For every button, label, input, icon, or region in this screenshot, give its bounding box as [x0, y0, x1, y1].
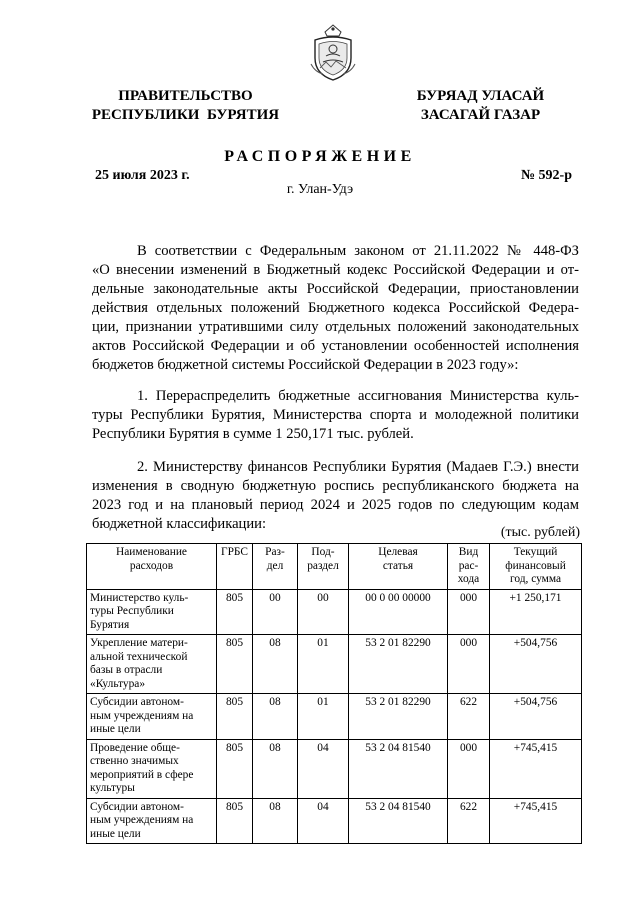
table-header-row [87, 544, 582, 590]
header-text: Раз- [265, 546, 285, 558]
cell-summa: +504,756 [490, 694, 582, 740]
cell-text: Бурятия [90, 618, 130, 631]
cell-grbs: 805 [217, 694, 253, 740]
document-title: РАСПОРЯЖЕНИЕ [224, 148, 416, 165]
header-text: Текущий [513, 546, 558, 558]
cell-summa: +745,415 [490, 798, 582, 844]
header-right-line1: БУРЯАД УЛАСАЙ [416, 88, 545, 104]
cell-text: ным учреждениям на [90, 814, 194, 826]
cell-summa: +745,415 [490, 739, 582, 798]
text-line: действия отдельных положений Бюджетного кодекса Российской Федера- [92, 300, 579, 316]
government-name-russian [88, 87, 283, 125]
cell-text: базы в отрасли [90, 664, 163, 676]
header-text: дел [266, 559, 284, 572]
header-text: хода [457, 573, 480, 585]
text-line: 2023 год и на плановый период 2024 и 2025 годов по следующим кодам [92, 497, 579, 513]
cell-text: мероприятий в сфере [90, 768, 194, 781]
header-vid [448, 544, 490, 590]
cell-vid: 622 [448, 694, 490, 740]
header-left-line1: ПРАВИТЕЛЬСТВО [118, 88, 253, 104]
cell-text: «Культура» [90, 677, 146, 690]
cell-name [87, 798, 217, 844]
cell-grbs: 805 [217, 739, 253, 798]
text-line: В соответствии с Федеральным законом от 21.11.2022 № 448-ФЗ [137, 243, 579, 259]
cell-grbs: 805 [217, 798, 253, 844]
header-name [87, 544, 217, 590]
cell-statya: 53 2 04 81540 [349, 739, 448, 798]
cell-text: иные цели [90, 723, 141, 735]
cell-vid: 000 [448, 589, 490, 635]
text-line: дельные законодательные акты Российской Федерации, приостановлении [92, 281, 579, 297]
table-row [87, 589, 582, 635]
paragraph-item-2 [92, 458, 579, 534]
cell-summa: +1 250,171 [490, 589, 582, 635]
header-summa [490, 544, 582, 590]
cell-text: иные цели [90, 827, 141, 840]
cell-razdel: 08 [253, 798, 298, 844]
header-text: Под- [311, 546, 335, 558]
document-number: № 592-р [520, 168, 572, 183]
cell-text: ственно значимых [90, 755, 179, 767]
table-row [87, 798, 582, 844]
text-line: бюджетов бюджетной системы Российской Федерации в 2023 году»: [92, 357, 519, 373]
government-name-buryat [408, 87, 553, 125]
cell-podrazdel: 01 [298, 635, 349, 694]
currency-unit-note: (тыс. рублей) [500, 525, 580, 540]
text-line: Республики Бурятия в сумме 1 250,171 тыс. рублей. [92, 426, 414, 442]
header-text: статья [382, 559, 414, 572]
header-text: финансовый [505, 559, 566, 572]
text-line: 1. Перераспределить бюджетные ассигнования Министерства куль- [137, 388, 579, 404]
cell-summa: +504,756 [490, 635, 582, 694]
cell-text: ным учреждениям на [90, 709, 194, 722]
cell-text: Укрепление матери- [90, 637, 188, 649]
text-line: актов Российской Федерации и об установлении особенностей исполнения [92, 338, 579, 354]
table-row [87, 739, 582, 798]
cell-statya: 53 2 01 82290 [349, 635, 448, 694]
paragraph-preamble [92, 242, 579, 375]
paragraph-item-1 [92, 387, 579, 444]
header-left-line2: РЕСПУБЛИКИ БУРЯТИЯ [91, 107, 280, 123]
document-date: 25 июля 2023 г. [95, 168, 190, 183]
cell-statya: 53 2 01 82290 [349, 694, 448, 740]
cell-razdel: 08 [253, 694, 298, 740]
cell-podrazdel: 04 [298, 739, 349, 798]
budget-table [86, 543, 582, 844]
text-line: 2. Министерству финансов Республики Бурятия (Мадаев Г.Э.) внести [137, 459, 579, 475]
cell-razdel: 00 [253, 589, 298, 635]
header-text: год, сумма [509, 573, 562, 585]
cell-vid: 000 [448, 739, 490, 798]
table-row [87, 635, 582, 694]
header-text: Вид [458, 546, 479, 558]
cell-grbs: 805 [217, 589, 253, 635]
text-line: бюджетной классификации: [92, 516, 267, 532]
cell-podrazdel: 01 [298, 694, 349, 740]
cell-vid: 622 [448, 798, 490, 844]
header-text: Целевая [378, 546, 418, 558]
cell-text: Проведение обще- [90, 741, 180, 754]
text-line: изменения в сводную бюджетную роспись республиканского бюджета на [92, 478, 579, 494]
cell-text: Министерство куль- [90, 591, 189, 604]
cell-podrazdel: 00 [298, 589, 349, 635]
header-text: ГРБС [221, 546, 248, 558]
cell-name [87, 635, 217, 694]
cell-podrazdel: 04 [298, 798, 349, 844]
header-text: Наименование [116, 546, 187, 558]
table-row [87, 694, 582, 740]
cell-text: туры Республики [90, 605, 174, 617]
header-statya [349, 544, 448, 590]
header-grbs [217, 544, 253, 590]
header-text: раздел [307, 559, 339, 572]
cell-razdel: 08 [253, 635, 298, 694]
header-text: рас- [458, 559, 479, 572]
cell-text: Субсидии автоном- [90, 800, 184, 813]
cell-text: альной технической [90, 650, 188, 663]
text-line: ции, признании утратившими силу отдельных положений законодательных [92, 319, 579, 335]
cell-razdel: 08 [253, 739, 298, 798]
document-city: г. Улан-Удэ [286, 182, 354, 197]
header-podrazdel [298, 544, 349, 590]
coat-of-arms-icon [303, 22, 363, 84]
cell-vid: 000 [448, 635, 490, 694]
cell-name [87, 739, 217, 798]
text-line: туры Республики Бурятия, Министерства спорта и молодежной политики [92, 407, 579, 423]
header-right-line2: ЗАСАГАЙ ГАЗАР [420, 107, 541, 123]
cell-name [87, 694, 217, 740]
cell-text: Субсидии автоном- [90, 696, 184, 708]
cell-statya: 53 2 04 81540 [349, 798, 448, 844]
cell-grbs: 805 [217, 635, 253, 694]
cell-text: культуры [90, 782, 135, 794]
header-text: расходов [129, 559, 174, 572]
cell-name [87, 589, 217, 635]
cell-statya: 00 0 00 00000 [349, 589, 448, 635]
text-line: «О внесении изменений в Бюджетный кодекс Российской Федерации и от- [92, 262, 579, 278]
header-razdel [253, 544, 298, 590]
